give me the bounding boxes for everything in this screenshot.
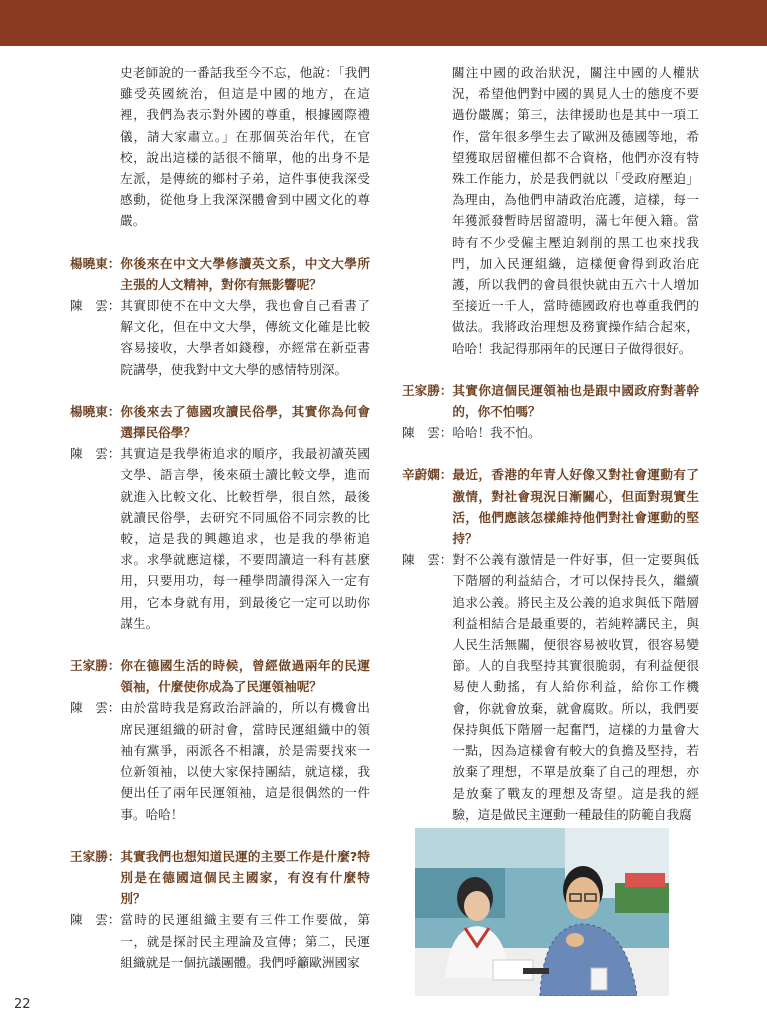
question-entry [402,464,699,549]
question-entry [70,846,370,910]
intro-paragraph: 史老師說的一番話我至今不忘，他說：「我們雖受英國統治，但這是中國的地方，在這裡，我們為表示對外國的尊重，根據國際禮儀，請大家肅立。」在那個英治年代，在官校，說出這樣的話很不簡單，他的出身不是左派，是傳統的鄉村子弟，這件事使我深受感動，從他身上我深深體會到中國文化的尊嚴。 [120,65,370,229]
speaker-name: 王家勝： [402,382,453,398]
speaker-name: 辛蔚嫻： [402,467,453,483]
answer-entry [70,697,370,824]
answer-text: 哈哈！我不怕。 [452,425,541,441]
question-entry [70,655,370,697]
right-column [402,62,699,825]
question-entry [402,380,699,422]
answer-entry [402,549,699,825]
continuation-paragraph: 關注中國的政治狀況，關注中國的人權狀況，希望他們對中國的異見人士的態度不要過份嚴厲；第三，法律援助也是其中一項工作，當年很多學生去了歐洲及德國等地，希望獲取居留權但都不合資格，他們亦沒有特殊工作能力，於是我們就以「受政府壓迫」為理由，為他們申請政治庇護，這樣，每一年獲派發暫時居留證明，滿七年便入籍。當時有不少受僱主壓迫剝削的黑工也來找我門，加入民運組織，這樣便會得到政治庇護，所以我們的會員很快就由五六十人增加至接近一千人，當時德國政府也尊重我們的做法。我將政治理想及務實操作結合起來，哈哈！我記得那兩年的民運日子做得很好。 [452,65,699,356]
answer-text: 其實即使不在中文大學，我也會自己看書了解文化，但在中文大學，傳統文化確是比較容易接收，大學者如錢穆，亦經常在新亞書院講學，使我對中文大學的感情特別深。 [120,298,370,377]
header-band [0,0,767,46]
answer-entry [402,422,699,443]
answer-text: 其實這是我學術追求的順序，我最初讀英國文學、語言學，後來碩士讀比較文學，進而就進入比較文化、比較哲學，很自然，最後就讀民俗學，去研究不同風俗不同宗教的比較，這是我的興趣追求，也是我的學術追求。求學就應這樣，不要問讀這一科有甚麼用，只要用功，每一種學問讀得深入一定有用，它本身就有用，到最後它一定可以助你謀生。 [120,446,370,631]
question-text: 你後來去了德國攻讀民俗學，其實你為何會選擇民俗學？ [120,403,370,441]
interview-photo [415,828,669,996]
speaker-name: 王家勝： [70,848,121,864]
question-entry [70,401,370,443]
question-text: 其實我們也想知道民運的主要工作是什麼?特別是在德國這個民主國家，有沒有什麼特別？ [120,848,370,907]
answer-text: 當時的民運組織主要有三件工作要做，第一，就是探討民主理論及宣傳；第二，民運組織就是一個抗議團體。我們呼籲歐洲國家 [120,912,370,970]
question-text: 你在德國生活的時候，曾經做過兩年的民運領袖，什麼使你成為了民運領袖呢？ [120,658,370,695]
speaker-name: 陳 雲： [70,700,121,716]
interview-photo-illustration [415,828,669,996]
answer-entry [70,443,370,634]
speaker-name: 陳 雲： [402,425,453,441]
question-entry [70,253,370,295]
question-text: 其實你這個民運領袖也是跟中國政府對著幹的，你不怕嗎？ [452,382,699,420]
question-text: 最近，香港的年青人好像又對社會運動有了激情，對社會現況日漸關心，但面對現實生活，他們應該怎樣維持他們對社會運動的堅持？ [452,467,699,547]
speaker-name: 陳 雲： [70,912,121,928]
speaker-name: 王家勝： [70,658,121,674]
answer-entry [70,909,370,973]
speaker-name: 陳 雲： [70,446,121,462]
answer-text: 由於當時我是寫政治評論的，所以有機會出席民運組織的研討會，當時民運組織中的領袖有黨爭，兩派各不相讓，於是需要找來一位新領袖，以使大家保持團結，就這樣，我便出任了兩年民運領袖，這是很偶然的一件事。哈哈！ [120,700,370,822]
answer-entry [70,295,370,380]
speaker-name: 楊曉東： [70,403,121,419]
left-column [70,62,370,973]
question-text: 你後來在中文大學修讀英文系，中文大學所主張的人文精神，對你有無影響呢？ [120,255,370,292]
answer-text: 對不公義有激情是一件好事，但一定要與低下階層的利益結合，才可以保持長久，繼續追求公義。將民主及公義的追求與低下階層利益相結合是最重要的，若純粹講民主，與人民生活無關，便很容易被收買，很容易變節。人的自我堅持其實很脆弱，有利益便很易使人動搖，有人給你利益，給你工作機會，你就會放棄，就會腐敗。所以，我們要保持與低下階層一起奮鬥，這樣的力量會大一點，因為這樣會有較大的負擔及堅持，若放棄了理想，不單是放棄了自己的理想，亦是放棄了戰友的理想及寄望。這是我的經驗，這是做民主運動一種最佳的防範自我腐 [452,552,699,822]
speaker-name: 楊曉東： [70,255,121,271]
page-number: 22 [14,997,31,1012]
speaker-name: 陳 雲： [402,552,453,568]
speaker-name: 陳 雲： [70,298,121,314]
